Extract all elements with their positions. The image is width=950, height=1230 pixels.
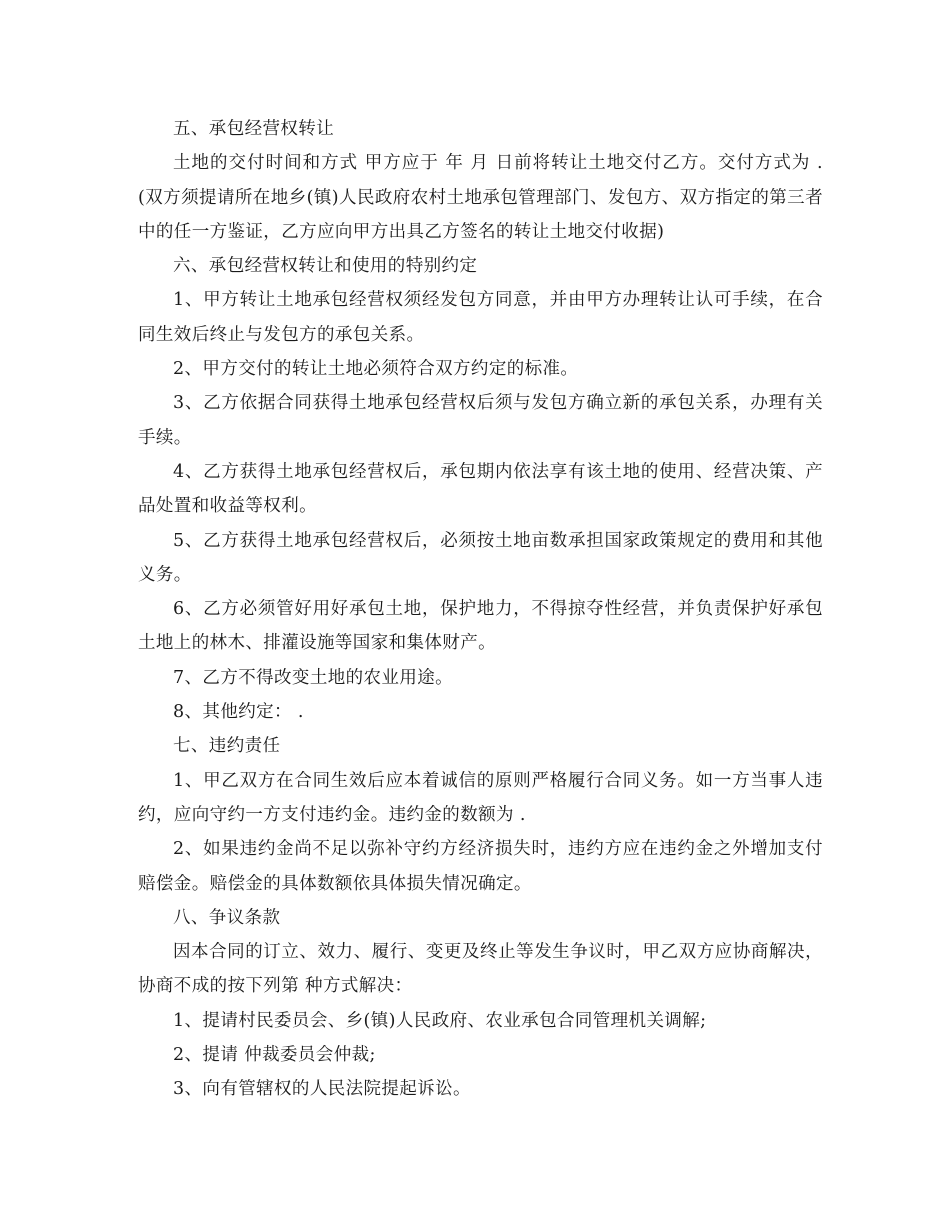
paragraph-delivery-terms: 土地的交付时间和方式 甲方应于 年 月 日前将转让土地交付乙方。交付方式为 .(双方须提请所在地乡(镇)人民政府农村土地承包管理部门、发包方、双方指定的第三者中的任一方鉴证，乙方应向甲方出具乙方签名的转让土地交付收据) bbox=[138, 153, 823, 242]
clause-liability-2: 2、如果违约金尚不足以弥补守约方经济损失时，违约方应在违约金之外增加支付赔偿金。赔偿金的具体数额依具体损失情况确定。 bbox=[138, 839, 823, 894]
section-heading-dispute: 八、争议条款 bbox=[173, 907, 281, 928]
clause-dispute-2: 2、提请 仲裁委员会仲裁; bbox=[173, 1045, 376, 1066]
clause-special-7: 7、乙方不得改变土地的农业用途。 bbox=[173, 667, 454, 688]
clause-special-6: 6、乙方必须管好用好承包土地，保护地力，不得掠夺性经营，并负责保护好承包土地上的林木、排灌设施等国家和集体财产。 bbox=[138, 599, 823, 654]
clause-special-1: 1、甲方转让土地承包经营权须经发包方同意，并由甲方办理转让认可手续，在合同生效后终止与发包方的承包关系。 bbox=[138, 290, 823, 345]
clause-liability-1: 1、甲乙双方在合同生效后应本着诚信的原则严格履行合同义务。如一方当事人违约，应向守约一方支付违约金。违约金的数额为 . bbox=[138, 770, 823, 825]
clause-special-2: 2、甲方交付的转让土地必须符合双方约定的标准。 bbox=[173, 359, 579, 380]
clause-special-5: 5、乙方获得土地承包经营权后，必须按土地亩数承担国家政策规定的费用和其他义务。 bbox=[138, 530, 823, 585]
section-heading-liability: 七、违约责任 bbox=[173, 736, 281, 757]
clause-dispute-1: 1、提请村民委员会、乡(镇)人民政府、农业承包合同管理机关调解; bbox=[173, 1010, 707, 1031]
document-body bbox=[138, 112, 823, 1107]
clause-special-4: 4、乙方获得土地承包经营权后，承包期内依法享有该土地的使用、经营决策、产品处置和收益等权利。 bbox=[138, 461, 823, 517]
clause-dispute-3: 3、向有管辖权的人民法院提起诉讼。 bbox=[173, 1079, 471, 1100]
section-heading-transfer: 五、承包经营权转让 bbox=[173, 119, 335, 139]
section-heading-special-terms: 六、承包经营权转让和使用的特别约定 bbox=[173, 256, 478, 277]
paragraph-dispute-intro: 因本合同的订立、效力、履行、变更及终止等发生争议时，甲乙双方应协商解决，协商不成的按下列第 种方式解决： bbox=[138, 942, 823, 997]
clause-special-8: 8、其他约定： . bbox=[173, 702, 304, 723]
clause-special-3: 3、乙方依据合同获得土地承包经营权后须与发包方确立新的承包关系，办理有关手续。 bbox=[138, 393, 823, 448]
